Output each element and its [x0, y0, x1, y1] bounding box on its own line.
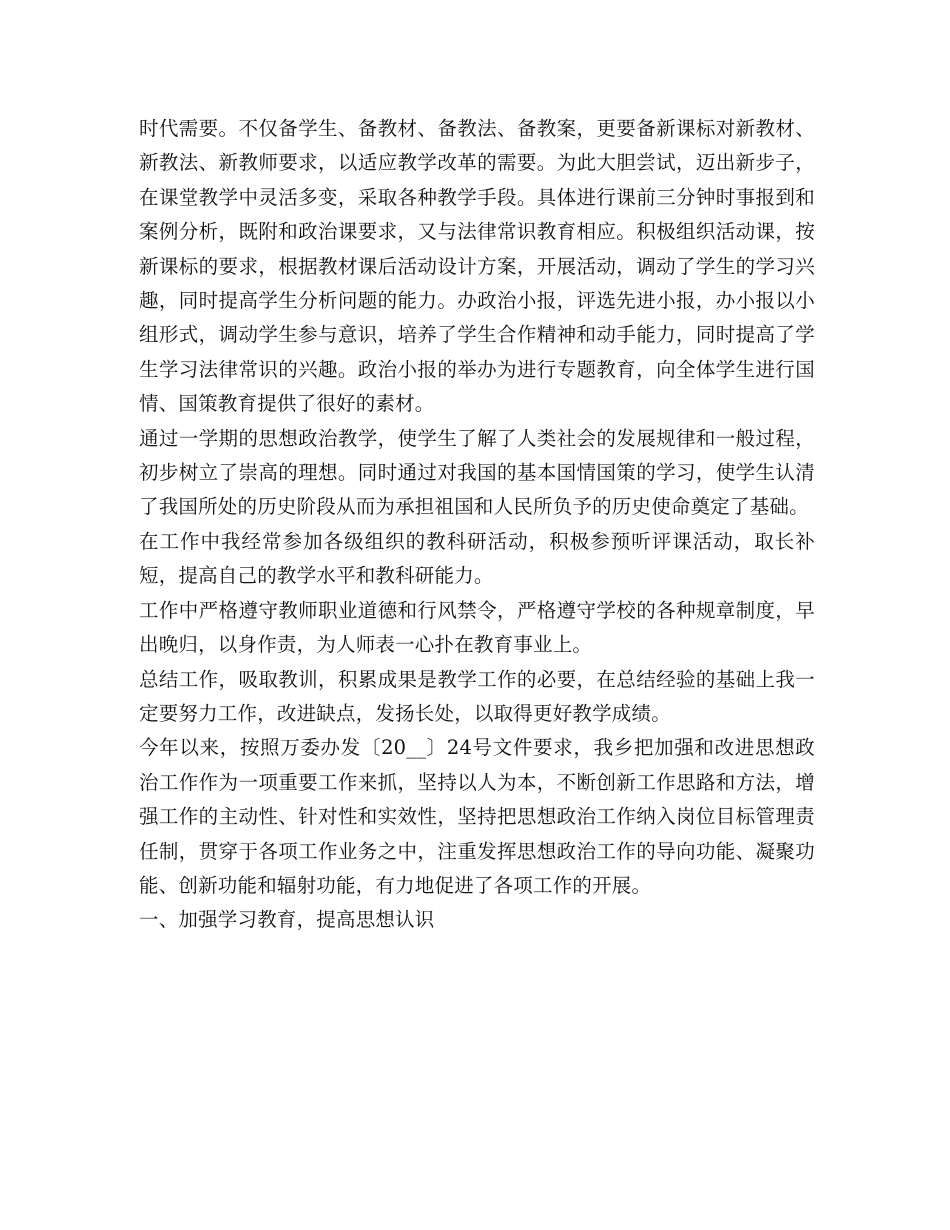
section-heading: 一、加强学习教育，提高思想认识: [139, 908, 435, 932]
paragraph-teaching-methods: 时代需要。不仅备学生、备教材、备教法、备教案，更要备新课标对新教材、新教法、新教师要求，以适应教学改革的需要。为此大胆尝试，迈出新步子，在课堂教学中灵活多变，采取各种教学手段。具体进行课前三分钟时事报到和案例分析，既附和政治课要求，又与法律常识教育相应。积极组织活动课，按新课标的要求，根据教材课后活动设计方案，开展活动，调动了学生的学习兴趣，同时提高学生分析问题的能力。办政治小报，评选先进小报，办小报以小组形式，调动学生参与意识，培养了学生合作精神和动手能力，同时提高了学生学习法律常识的兴趣。政治小报的举办为进行专题教育，向全体学生进行国情、国策教育提供了很好的素材。: [139, 117, 815, 416]
document-body: [139, 112, 815, 938]
paragraph-professional-ethics: 工作中严格遵守教师职业道德和行风禁令，严格遵守学校的各种规章制度，早出晚归，以身作责，为人师表一心扑在教育事业上。: [139, 598, 815, 657]
paragraph-research-activities: 在工作中我经常参加各级组织的教科研活动，积极参预听评课活动，取长补短，提高自己的教学水平和教科研能力。: [139, 529, 815, 588]
paragraph-summary: 总结工作，吸取教训，积累成果是教学工作的必要，在总结经验的基础上我一定要努力工作，改进缺点，发扬长处，以取得更好教学成绩。: [139, 667, 815, 725]
paragraph-political-education: 通过一学期的思想政治教学，使学生了解了人类社会的发展规律和一般过程，初步树立了崇高的理想。同时通过对我国的基本国情国策的学习，使学生认清了我国所处的历史阶段从而为承担祖国和人民所负予的历史使命奠定了基础。: [139, 426, 815, 519]
paragraph-township-work: 今年以来，按照万委办发〔20__〕24号文件要求，我乡把加强和改进思想政治工作作为一项重要工作来抓，坚持以人为本，不断创新工作思路和方法，增强工作的主动性、针对性和实效性，坚持把思想政治工作纳入岗位目标管理责任制，贯穿于各项工作业务之中，注重发挥思想政治工作的导向功能、凝聚功能、创新功能和辐射功能，有力地促进了各项工作的开展。: [139, 736, 815, 897]
